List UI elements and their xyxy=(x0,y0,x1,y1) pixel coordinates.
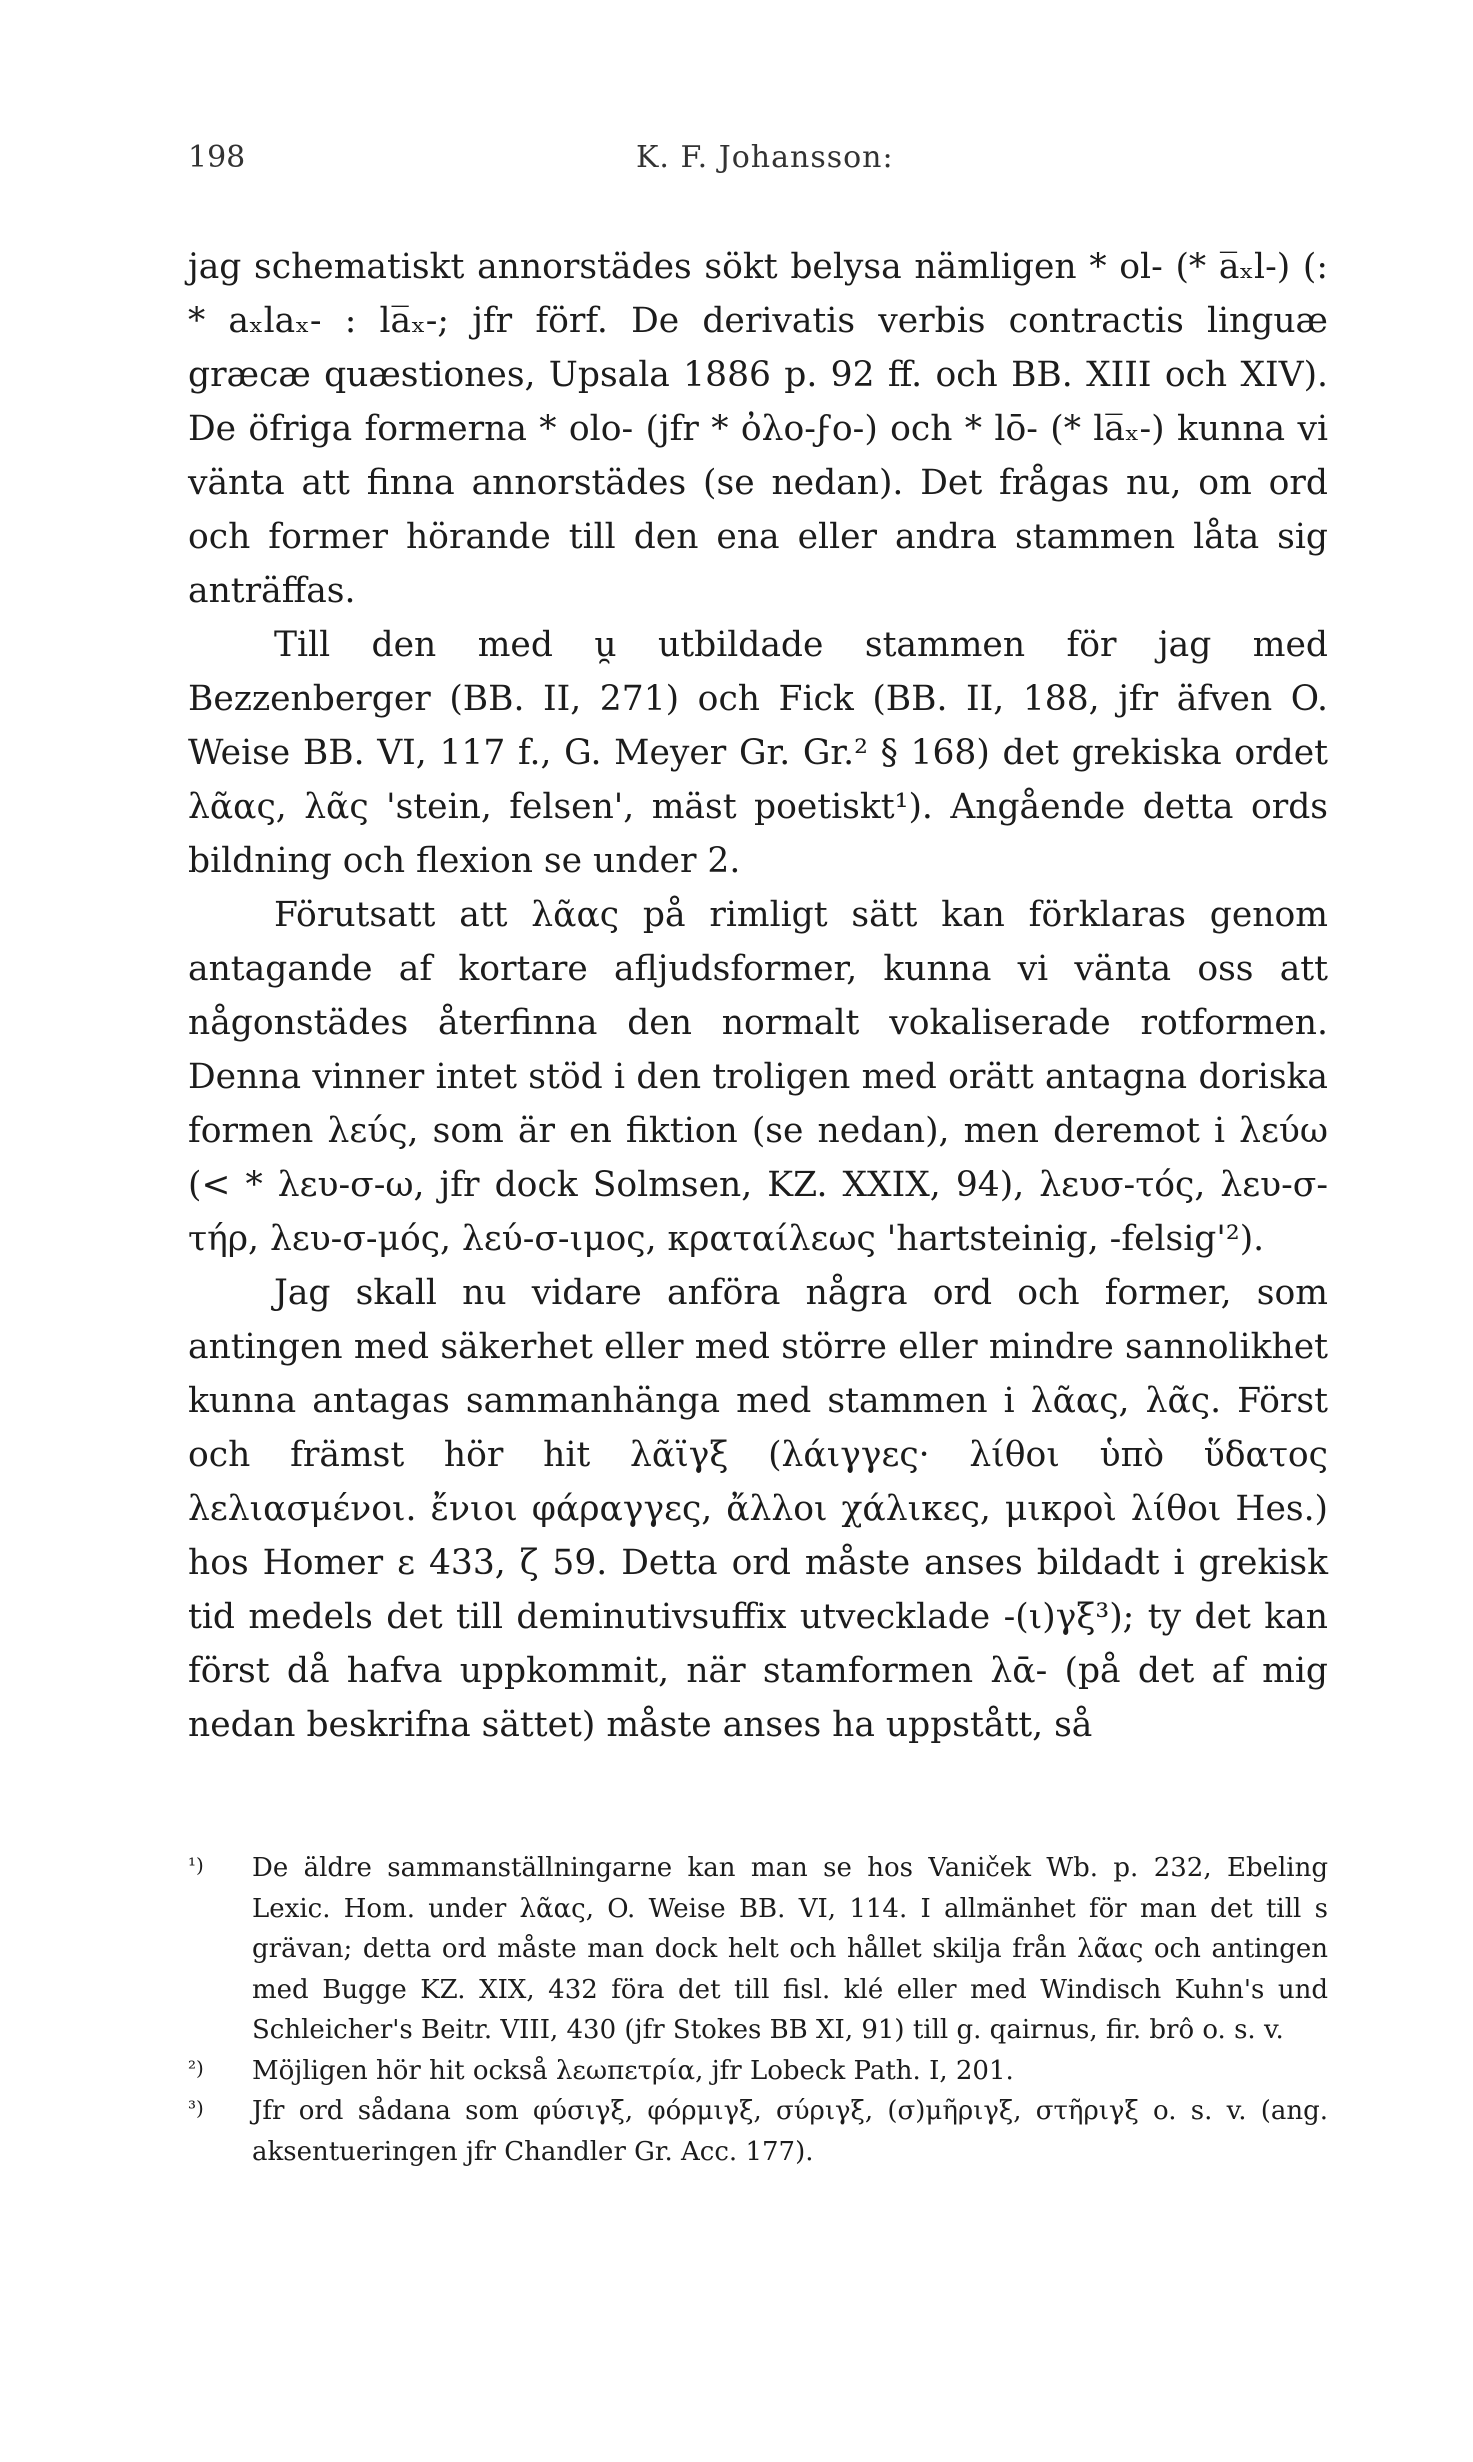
footnote xyxy=(188,2091,1328,2172)
footnote-mark: ³) xyxy=(188,2096,204,2120)
paragraph: Förutsatt att λᾶας på rimligt sätt kan förklaras genom antagande af kortare afljudsformer, kunna vi vänta oss att någonstädes återfinna den normalt vokaliserade rotformen. Denna vinner intet stöd i den troligen med orätt antagna doriska formen λεύς, som är en fiktion (se nedan), men deremot i λεύω (< * λευ-σ-ω, jfr dock Solmsen, KZ. XXIX, 94), λευσ-τός, λευ-σ-τήρ, λευ-σ-μός, λεύ-σ-ιμος, κραταίλεως 'hartsteinig, -felsig'²). xyxy=(188,895,1328,1259)
footnote-text: Jfr ord sådana som φύσιγξ, φόρμιγξ, σύριγξ, (σ)μῆριγξ, στῆριγξ o. s. v. (ang. aksentueringen jfr Chandler Gr. Acc. 177). xyxy=(252,2096,1328,2167)
body-text xyxy=(188,240,1328,1752)
paragraph: jag schematiskt annorstädes sökt belysa nämligen * ol- (* a̅ₓl-) (: * aₓlaₓ- : la̅ₓ-; jfr förf. De derivatis verbis contractis linguæ græcæ quæstiones, Upsala 1886 p. 92 ff. och BB. XIII och XIV). De öfriga formerna * olo- (jfr * ὀλο-ϝο-) och * lō- (* la̅ₓ-) kunna vi vänta att finna annorstädes (se nedan). Det frågas nu, om ord och former hörande till den ena eller andra stammen låta sig anträffas. xyxy=(188,247,1328,611)
running-head: K. F. Johansson: xyxy=(636,140,894,175)
footnote-text: Möjligen hör hit också λεωπετρία, jfr Lobeck Path. I, 201. xyxy=(252,2055,1014,2086)
footnote xyxy=(188,2051,1328,2092)
footnote-mark: ¹) xyxy=(188,1853,204,1877)
footnote xyxy=(188,1848,1328,2051)
page xyxy=(188,140,1328,1752)
footnote-mark: ²) xyxy=(188,2055,204,2080)
footnotes xyxy=(188,1848,1328,2172)
footnote-text: De äldre sammanställningarne kan man se hos Vaniček Wb. p. 232, Ebeling Lexic. Hom. under λᾶας, O. Weise BB. VI, 114. I allmänhet för man det till s grävan; detta ord måste man dock helt och hållet skilja från λᾶας och antingen med Bugge KZ. XIX, 432 föra det till fisl. klé eller med Windisch Kuhn's und Schleicher's Beitr. VIII, 430 (jfr Stokes BB XI, 91) till g. qairnus, fir. brô o. s. v. xyxy=(252,1853,1328,2045)
page-header xyxy=(188,140,1328,200)
paragraph: Jag skall nu vidare anföra några ord och former, som antingen med säkerhet eller med större eller mindre sannolikhet kunna antagas sammanhänga med stammen i λᾶας, λᾶς. Först och främst hör hit λᾶϊγξ (λάιγγες· λίθοι ὑπὸ ὕδατος λελιασμένοι. ἔνιοι φάραγγες, ἄλλοι χάλικες, μικροὶ λίθοι Hes.) hos Homer ε 433, ζ 59. Detta ord måste anses bildadt i grekisk tid medels det till deminutivsuffix utvecklade -(ι)γξ³); ty det kan först då hafva uppkommit, när stamformen λᾱ- (på det af mig nedan beskrifna sättet) måste anses ha uppstått, så xyxy=(188,1273,1328,1745)
paragraph: Till den med u̯ utbildade stammen för jag med Bezzenberger (BB. II, 271) och Fick (BB. II, 188, jfr äfven O. Weise BB. VI, 117 f., G. Meyer Gr. Gr.² § 168) det grekiska ordet λᾶας, λᾶς 'stein, felsen', mäst poetiskt¹). Angående detta ords bildning och flexion se under 2. xyxy=(188,625,1328,881)
page-number: 198 xyxy=(188,140,246,175)
